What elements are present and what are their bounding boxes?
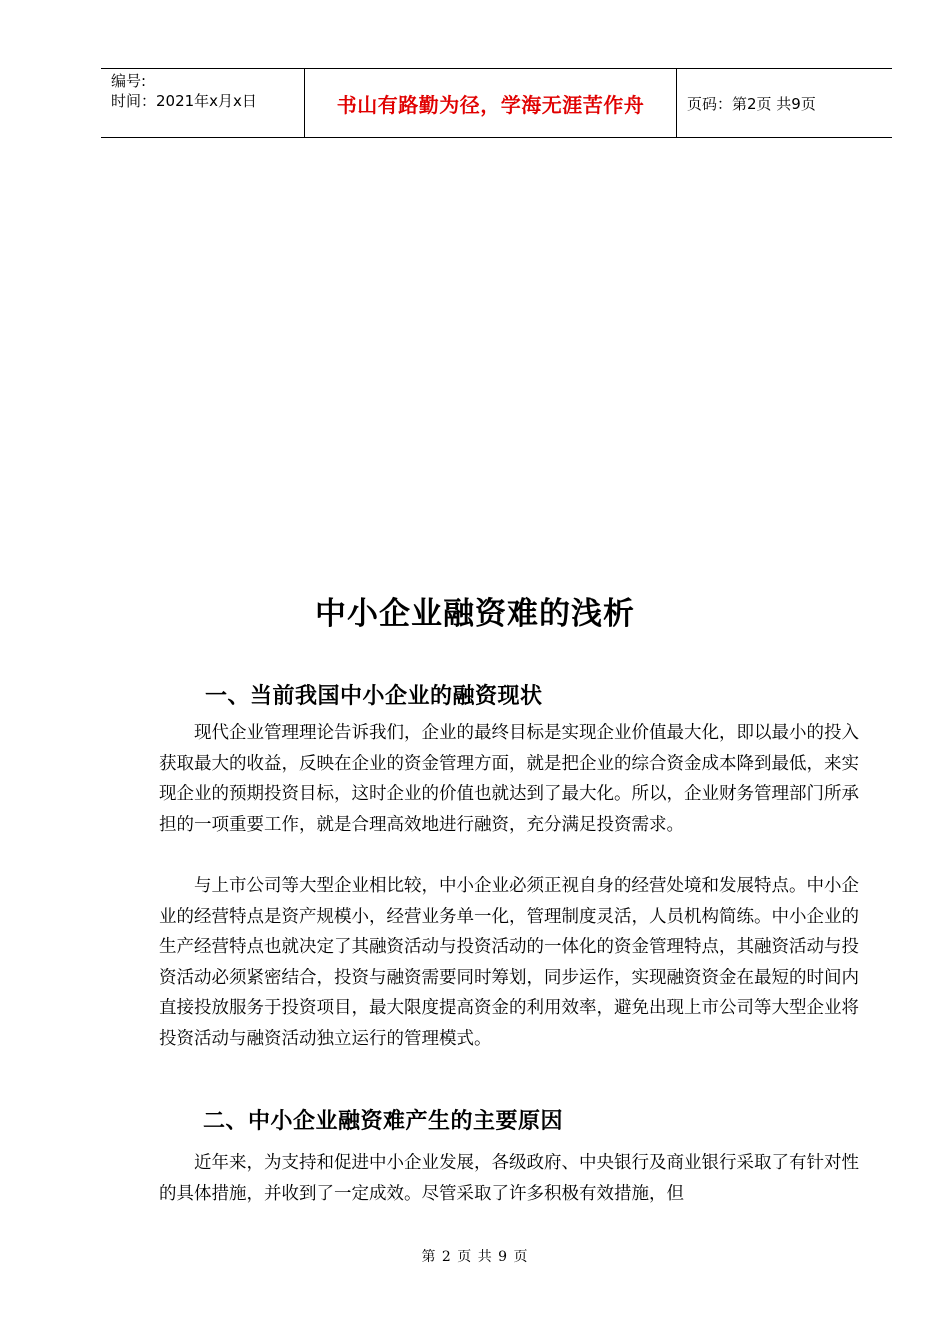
section-heading-1: 一、当前我国中小企业的融资现状 — [205, 684, 543, 709]
document-title: 中小企业融资难的浅析 — [315, 596, 635, 632]
header-motto: 书山有路勤为径，学海无涯苦作舟 — [304, 69, 677, 137]
number-label: 编号: — [111, 72, 147, 90]
section-heading-2: 二、中小企业融资难产生的主要原因 — [203, 1109, 564, 1134]
paragraph-3: 近年来，为支持和促进中小企业发展，各级政府、中央银行及商业银行采取了有针对性的具体措施，并收到了一定成效。尽管采取了许多积极有效措施，但 — [159, 1153, 859, 1204]
header-page-info: 页码：第2页 共9页 — [687, 94, 816, 113]
header-meta — [101, 69, 304, 137]
page-header — [101, 68, 892, 138]
paragraph-2: 与上市公司等大型企业相比较，中小企业必须正视自身的经营处境和发展特点。中小企业的经营特点是资产规模小，经营业务单一化，管理制度灵活，人员机构简练。中小企业的生产经营特点也就决定了其融资活动与投资活动的一体化的资金管理特点，其融资活动与投资活动必须紧密结合，投资与融资需要同时筹划，同步运作，实现融资资金在最短的时间内直接投放服务于投资项目，最大限度提高资金的利用效率，避免出现上市公司等大型企业将投资活动与融资活动独立运行的管理模式。 — [159, 876, 859, 1049]
paragraph-1: 现代企业管理理论告诉我们，企业的最终目标是实现企业价值最大化，即以最小的投入获取最大的收益，反映在企业的资金管理方面，就是把企业的综合资金成本降到最低，来实现企业的预期投资目标，这时企业的价值也就达到了最大化。所以，企业财务管理部门所承担的一项重要工作，就是合理高效地进行融资，充分满足投资需求。 — [159, 723, 859, 835]
time-label: 时间：2021年x月x日 — [111, 92, 257, 110]
page-footer: 第 2 页 共 9 页 — [421, 1249, 529, 1265]
